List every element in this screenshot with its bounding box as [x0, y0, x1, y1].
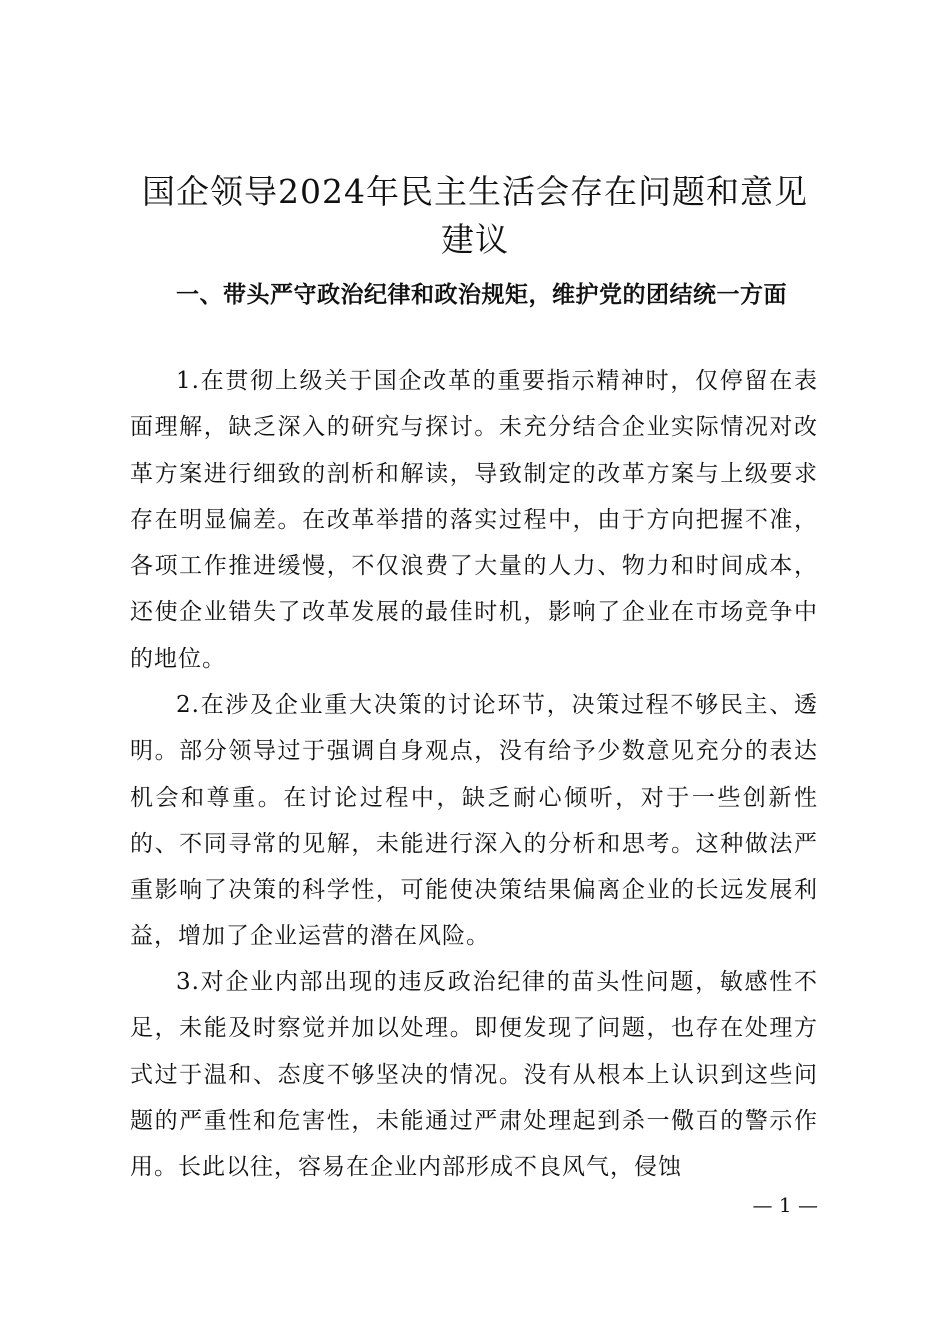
paragraph-2: 2.在涉及企业重大决策的讨论环节，决策过程不够民主、透明。部分领导过于强调自身观点，没有给予少数意见充分的表达机会和尊重。在讨论过程中，缺乏耐心倾听，对于一些创新性的、不同寻常的见解，未能进行深入的分析和思考。这种做法严重影响了决策的科学性，可能使决策结果偏离企业的长远发展利益，增加了企业运营的潜在风险。	[130, 692, 818, 950]
document-title: 国企领导2024年民主生活会存在问题和意见建议	[142, 172, 808, 259]
paragraph-1: 1.在贯彻上级关于国企改革的重要指示精神时，仅停留在表面理解，缺乏深入的研究与探讨。未充分结合企业实际情况对改革方案进行细致的剖析和解读，导致制定的改革方案与上级要求存在明显偏差。在改革举措的落实过程中，由于方向把握不准，各项工作推进缓慢，不仅浪费了大量的人力、物力和时间成本，还使企业错失了改革发展的最佳时机，影响了企业在市场竞争中的地位。	[130, 368, 818, 672]
paragraph-3: 3.对企业内部出现的违反政治纪律的苗头性问题，敏感性不足，未能及时察觉并加以处理。即便发现了问题，也存在处理方式过于温和、态度不够坚决的情况。没有从根本上认识到这些问题的严重性和危害性，未能通过严肃处理起到杀一儆百的警示作用。长此以往，容易在企业内部形成不良风气，侵蚀	[130, 969, 818, 1181]
section-heading: 一、带头严守政治纪律和政治规矩，维护党的团结统一方面	[176, 282, 787, 308]
page-number: — 1 —	[752, 1193, 818, 1217]
